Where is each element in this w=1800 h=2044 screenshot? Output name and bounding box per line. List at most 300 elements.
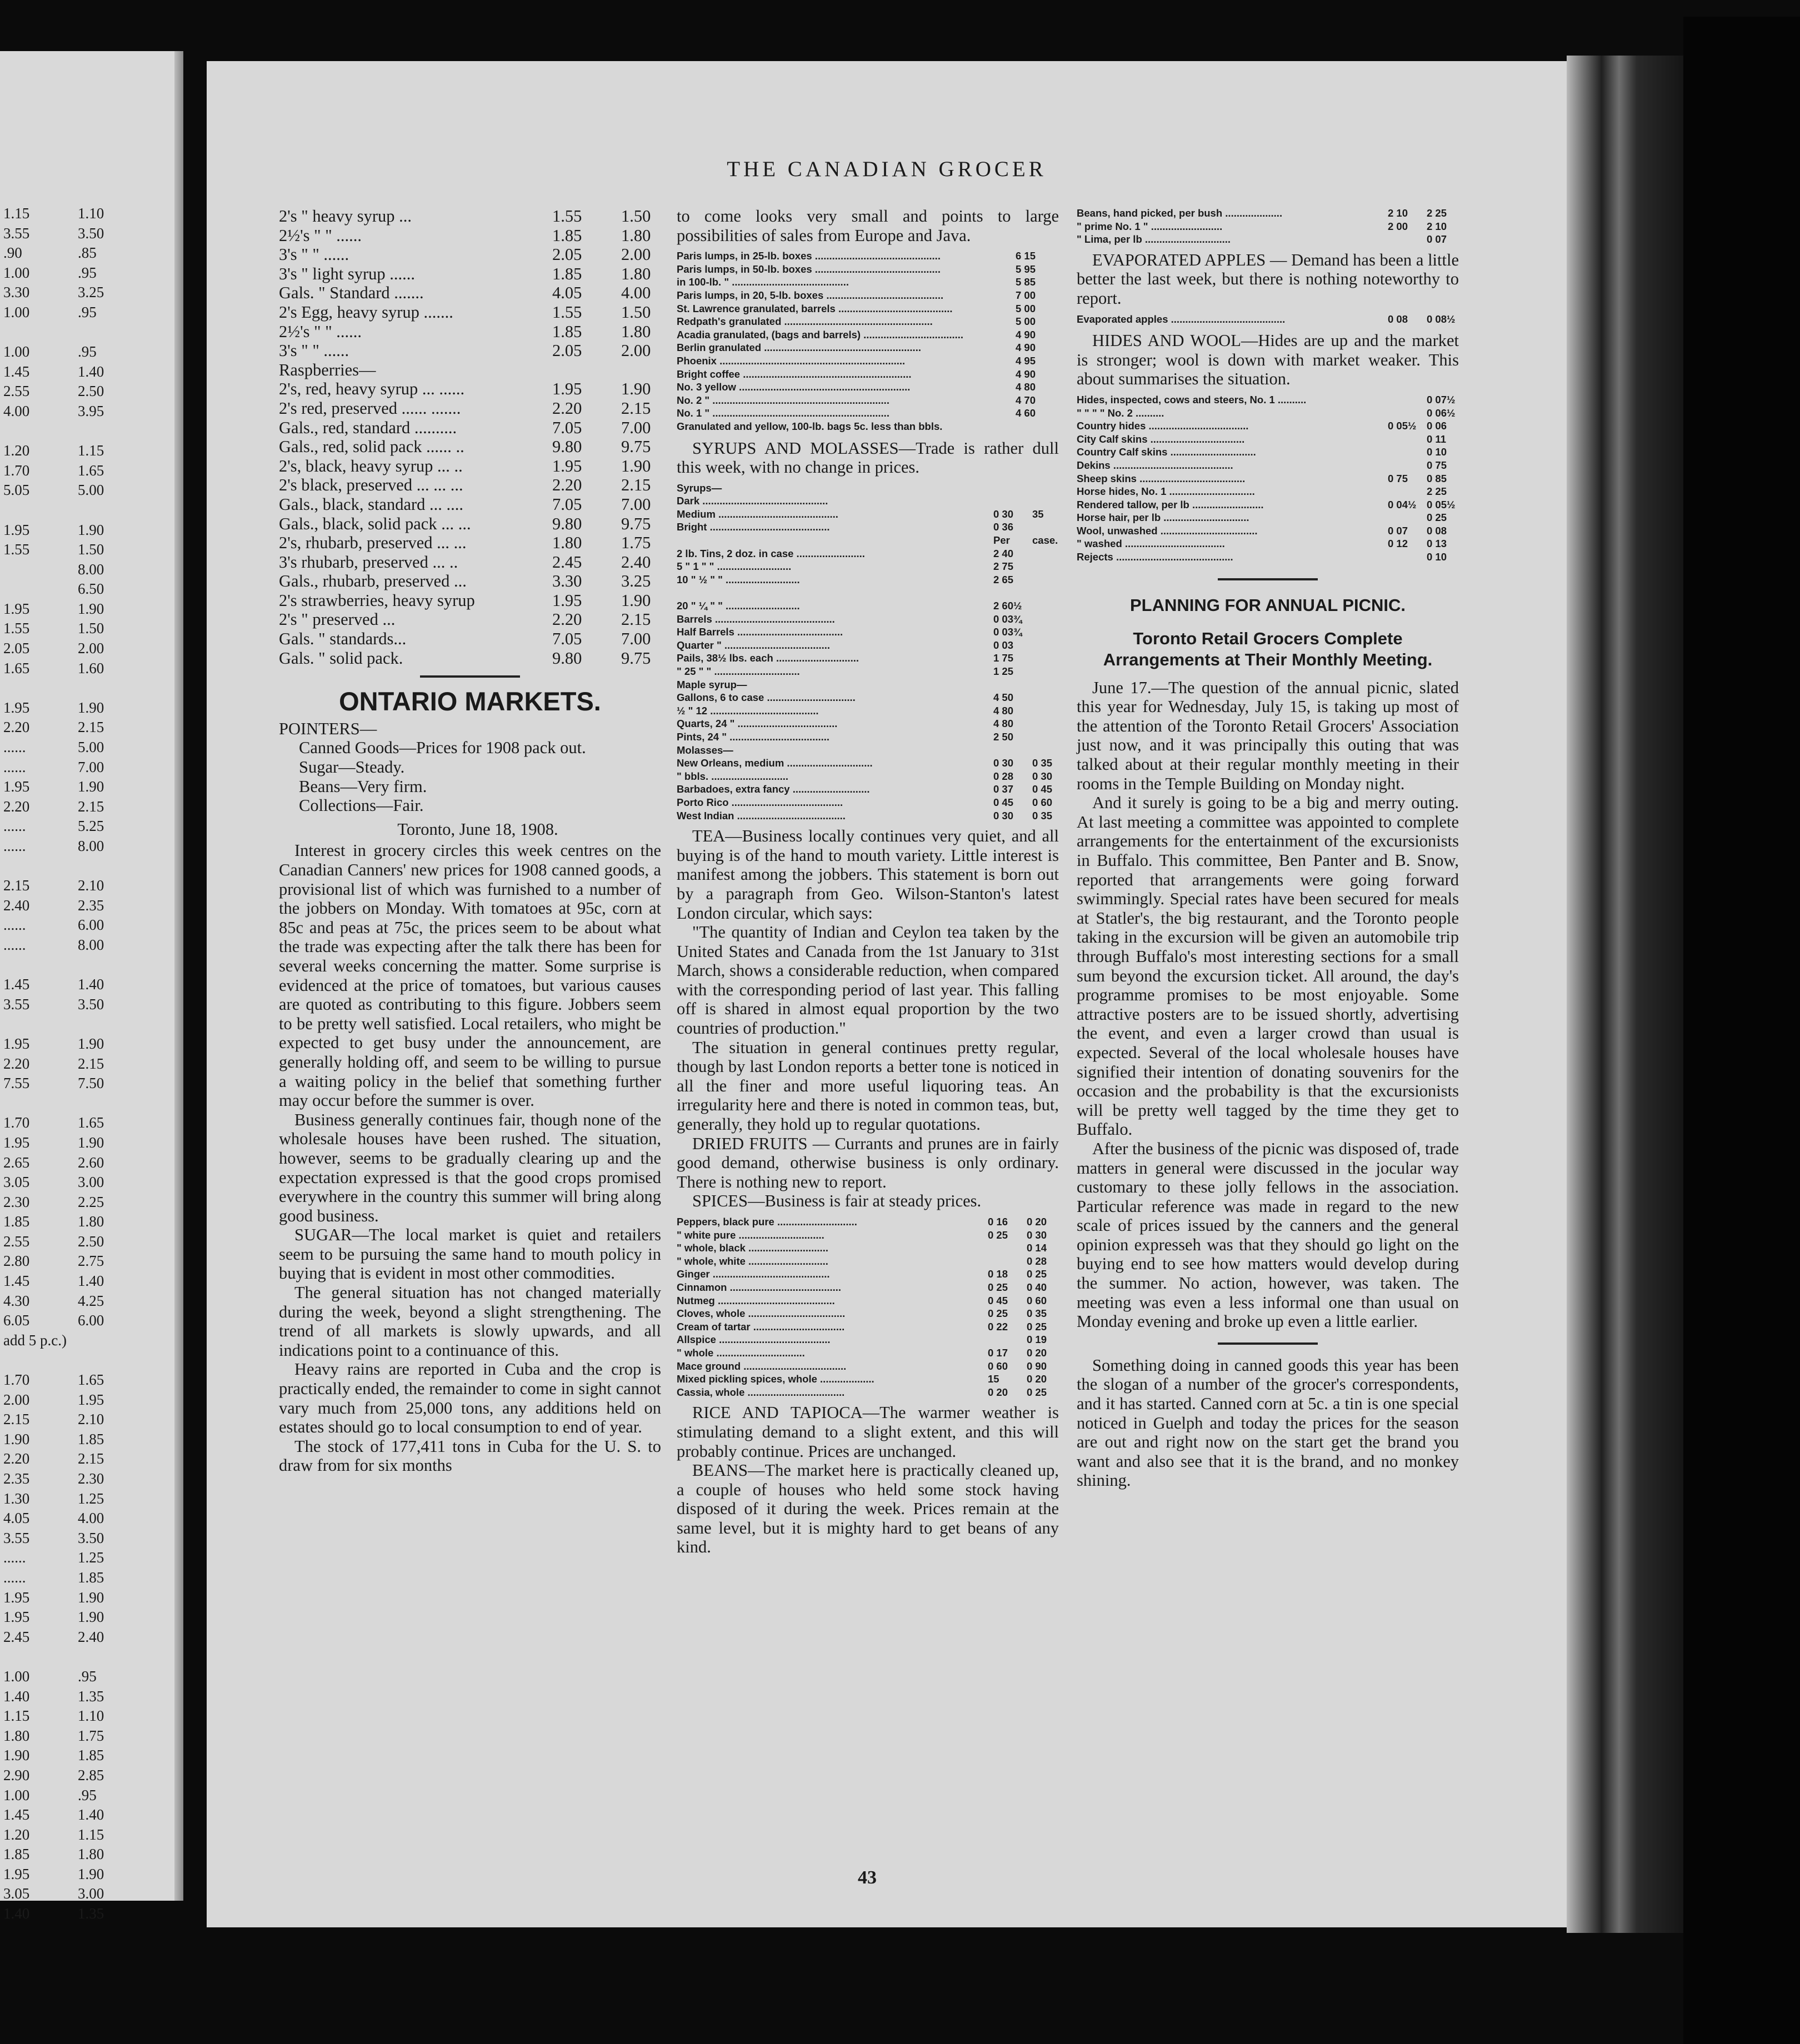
- price-value: 2.65: [3, 1154, 30, 1171]
- price-row: [0, 283, 172, 303]
- table-row: [677, 691, 1059, 704]
- table-value: 0 40: [1027, 1281, 1047, 1293]
- table-item: Ginger .........................................: [677, 1268, 830, 1280]
- price-value: 1.85: [552, 226, 582, 245]
- table-value: 4 70: [1016, 394, 1036, 406]
- price-value: 7.05: [552, 629, 582, 649]
- price-row: [0, 1410, 172, 1430]
- table-item: " white pure ..............................: [677, 1229, 824, 1241]
- price-row: [0, 1509, 172, 1529]
- paragraph: The stock of 177,411 tons in Cuba for the U. S. to draw from for six months: [279, 1436, 661, 1475]
- price-value: 7.00: [78, 758, 104, 775]
- price-row: [0, 1153, 172, 1173]
- table-row: [677, 796, 1059, 809]
- section-rule: [1218, 578, 1318, 580]
- price-value: 2.15: [3, 877, 30, 894]
- table-value: 0 04½: [1388, 498, 1417, 510]
- pointer-line: Collections—Fair.: [299, 796, 424, 815]
- price-value: 2.10: [78, 1411, 104, 1428]
- price-row: [0, 1588, 172, 1608]
- table-row: [1077, 459, 1459, 472]
- table-value: Per: [993, 534, 1010, 547]
- price-row: [0, 579, 172, 599]
- price-value: 1.25: [78, 1549, 104, 1566]
- price-value: 7.55: [3, 1075, 30, 1092]
- price-row: [0, 1706, 172, 1726]
- table-row: [677, 249, 1059, 263]
- price-value: 1.80: [621, 264, 651, 283]
- paragraph: "The quantity of Indian and Ceylon tea taken by the United States and Canada from the 1st January to 31st March, shows a considerable reduction, when compared with the corresponding period of last year. This falling off is shared in almost equal proportion by the two countries of production.": [677, 923, 1059, 1038]
- price-value: ......: [3, 818, 26, 835]
- price-row: [279, 572, 661, 591]
- table-value: 0 10: [1427, 551, 1447, 563]
- price-row: [0, 896, 172, 916]
- price-value: 1.85: [78, 1430, 104, 1447]
- table-value: 0 08: [1427, 524, 1447, 537]
- table-item: No. 1 " ..............................................................: [677, 407, 889, 419]
- price-value: 2.20: [3, 798, 30, 815]
- price-value: 1.40: [78, 1273, 104, 1290]
- table-item: Cinnamon .......................................: [677, 1281, 842, 1293]
- price-row: [279, 457, 661, 476]
- price-row: [0, 1489, 172, 1509]
- price-value: 2.40: [3, 896, 30, 914]
- table-value: case.: [1032, 534, 1058, 547]
- table-row: [1077, 472, 1459, 485]
- price-value: 1.15: [78, 442, 104, 459]
- price-value: 1.90: [621, 456, 651, 475]
- price-value: .95: [78, 1786, 97, 1803]
- table-value: 0 25: [1027, 1320, 1047, 1332]
- price-value: 9.80: [552, 437, 582, 457]
- table-value: 4 60: [1016, 407, 1036, 419]
- price-row: [279, 591, 661, 610]
- price-row: [0, 797, 172, 817]
- price-row: [0, 1786, 172, 1806]
- pointers-list: [279, 738, 661, 815]
- price-value: 1.90: [78, 699, 104, 716]
- table-item: 2 lb. Tins, 2 doz. in case ........................: [677, 547, 865, 559]
- price-row: [0, 1568, 172, 1588]
- article-subtitle: Toronto Retail Grocers Complete Arrangements at Their Monthly Meeting.: [1103, 628, 1433, 669]
- price-row: [279, 437, 661, 457]
- table-item: Hides, inspected, cows and steers, No. 1 ..........: [1077, 393, 1307, 405]
- price-row: [0, 698, 172, 718]
- price-value: 1.80: [552, 533, 582, 553]
- price-value: 2.55: [3, 1233, 30, 1250]
- price-value: 1.85: [3, 1846, 30, 1863]
- table-value: 0 17: [988, 1346, 1008, 1359]
- table-value: 0 25: [988, 1307, 1008, 1320]
- price-value: 9.75: [621, 437, 651, 457]
- price-value: 7.50: [78, 1075, 104, 1092]
- table-value: 4 90: [1016, 368, 1036, 380]
- price-value: 1.85: [78, 1747, 104, 1764]
- paragraph: DRIED FRUITS — Currants and prunes are in fairly good demand, otherwise business is only ordinary. There is nothing new to report.: [677, 1134, 1059, 1191]
- paragraph: BEANS—The market here is practically cleaned up, a couple of houses who held some stock having disposed of it during the week. Prices remain at the same level, but it is mighty hard to get beans of any kind.: [677, 1461, 1059, 1557]
- price-value: 3.50: [78, 1529, 104, 1546]
- price-row: [0, 816, 172, 836]
- table-row: [677, 652, 1059, 665]
- table-item: Allspice .......................................: [677, 1334, 831, 1346]
- price-value: 2.20: [552, 398, 582, 418]
- table-row: [677, 1281, 1059, 1294]
- column-3: [1077, 207, 1459, 1490]
- price-row: [0, 1173, 172, 1193]
- table-item: Quarter " .....................................: [677, 639, 831, 651]
- table-value: 0 07½: [1427, 393, 1456, 405]
- sugar-price-table: [677, 249, 1059, 433]
- price-value: 2.55: [3, 383, 30, 400]
- price-value: 3.25: [78, 284, 104, 301]
- table-value: 0 35: [1032, 809, 1053, 821]
- price-item: Gals., black, standard ... ....: [279, 494, 464, 514]
- price-value: 1.90: [78, 600, 104, 617]
- price-value: 1.65: [78, 1371, 104, 1389]
- table-item: Rejects .........................................: [1077, 551, 1233, 563]
- price-value: 5.00: [78, 739, 104, 756]
- price-value: 7.00: [621, 418, 651, 437]
- paragraph: TEA—Business locally continues very quiet, and all buying is of the hand to mouth variety. Little interest is manifest among the jobbers. This statement is born out by a paragraph from Geo. Wilson-Stanton's latest London circular, which says:: [677, 826, 1059, 923]
- price-value: 1.55: [552, 302, 582, 322]
- price-row: [279, 245, 661, 264]
- price-item: 2's black, preserved ... ... ...: [279, 475, 463, 495]
- price-value: 7.05: [552, 418, 582, 437]
- price-row: [0, 876, 172, 896]
- table-value: 0 11: [1427, 433, 1446, 445]
- price-value: 1.95: [3, 521, 30, 538]
- table-row: [677, 1346, 1059, 1360]
- price-row: [0, 639, 172, 659]
- price-row: [0, 995, 172, 1015]
- table-row: [677, 1372, 1059, 1386]
- price-row: [279, 322, 661, 342]
- price-value: 1.35: [78, 1687, 104, 1705]
- table-row: [677, 534, 1059, 547]
- table-item: Maple syrup—: [677, 678, 747, 690]
- price-value: 1.65: [78, 1114, 104, 1131]
- table-value: 0 30: [1032, 770, 1053, 782]
- price-value: 1.90: [621, 379, 651, 399]
- table-value: 0 25: [988, 1281, 1008, 1293]
- price-row: [0, 856, 172, 876]
- table-row: [677, 263, 1059, 276]
- article-title: PLANNING FOR ANNUAL PICNIC.: [1130, 595, 1406, 615]
- price-value: 1.45: [3, 1806, 30, 1823]
- price-value: 1.00: [3, 1786, 30, 1803]
- table-item: Half Barrels .....................................: [677, 626, 843, 638]
- table-value: 5 00: [1016, 315, 1036, 328]
- price-row: [0, 1647, 172, 1667]
- table-value: 0 45: [993, 796, 1014, 808]
- hides-paragraph: HIDES AND WOOL—Hides are up and the market is stronger; wool is down with market weaker. This about summarises the situation.: [1077, 331, 1459, 389]
- table-item: Mace ground ....................................: [677, 1360, 847, 1372]
- price-row: [0, 659, 172, 679]
- table-item: 5 " 1 " " ..........................: [677, 560, 792, 573]
- price-value: 2.15: [78, 1055, 104, 1072]
- table-value: 0 35: [1032, 757, 1053, 769]
- table-row: [677, 394, 1059, 407]
- price-value: 2.30: [3, 1193, 30, 1210]
- price-value: 3.55: [3, 224, 30, 242]
- price-value: 2.15: [621, 475, 651, 495]
- price-row: [0, 461, 172, 481]
- price-row: [0, 1766, 172, 1786]
- price-row: [0, 836, 172, 856]
- price-row: [0, 1014, 172, 1034]
- price-row: [0, 560, 172, 580]
- table-value: 2 25: [1427, 207, 1447, 219]
- table-value: 0 10: [1427, 446, 1447, 458]
- price-value: 2.45: [552, 552, 582, 572]
- table-value: 0 90: [1027, 1360, 1047, 1372]
- table-value: 0 30: [993, 809, 1014, 821]
- table-row: [677, 665, 1059, 678]
- table-value: 4 80: [1016, 381, 1036, 393]
- price-value: 7.00: [621, 629, 651, 649]
- table-row: [677, 573, 1059, 587]
- column-2: [677, 207, 1059, 1557]
- price-value: 4.05: [3, 1510, 30, 1527]
- table-value: 0 30: [993, 757, 1014, 769]
- table-value: 5 85: [1016, 276, 1036, 288]
- table-item: " washed ...................................: [1077, 538, 1225, 550]
- price-row: [0, 382, 172, 402]
- article-body: [677, 1403, 1059, 1557]
- pointer-line: Sugar—Steady.: [299, 758, 405, 777]
- table-item: Beans, hand picked, per bush ....................: [1077, 207, 1283, 219]
- table-item: Pints, 24 " ...................................: [677, 730, 830, 743]
- price-value: 1.80: [78, 1846, 104, 1863]
- price-item: 3's " " ......: [279, 245, 349, 264]
- section-title: ONTARIO MARKETS.: [339, 687, 601, 717]
- table-row: [677, 302, 1059, 315]
- table-row: [1077, 433, 1459, 446]
- table-item: Cloves, whole ..................................: [677, 1307, 846, 1320]
- table-value: 4 80: [993, 704, 1014, 717]
- table-item: 10 " ½ " " ..........................: [677, 573, 800, 585]
- table-row: [1077, 511, 1459, 524]
- table-item: ½ " 12 ......................................: [677, 704, 819, 717]
- table-value: 0 36: [993, 521, 1014, 533]
- price-row: [0, 915, 172, 935]
- price-value: add 5 p.c.): [3, 1331, 67, 1349]
- price-value: 9.75: [621, 648, 651, 668]
- table-value: 2 40: [993, 547, 1014, 559]
- table-item: " bbls. ...........................: [677, 770, 788, 782]
- price-row: [0, 1370, 172, 1390]
- price-row: [0, 1430, 172, 1450]
- table-value: 0 06: [1427, 420, 1447, 432]
- left-page-price-column: [0, 204, 172, 1924]
- table-value: 0 25: [988, 1229, 1008, 1241]
- section-rule: [1218, 1342, 1318, 1345]
- price-value: 2.00: [3, 1391, 30, 1408]
- table-value: 5 95: [1016, 263, 1036, 275]
- beans-price-table: [1077, 207, 1459, 246]
- price-value: 5.00: [78, 482, 104, 499]
- price-row: [0, 540, 172, 560]
- table-value: 0 14: [1027, 1242, 1047, 1254]
- table-row: [1077, 313, 1459, 326]
- paragraph: Business generally continues fair, though none of the wholesale houses have been rushed. The situation, however, seems to be gradually clearing up and the expectation expressed is that the good crops promised everywhere in the country this summer will bring along good business.: [279, 1110, 661, 1225]
- price-row: [0, 1291, 172, 1311]
- price-value: 2.15: [78, 1450, 104, 1467]
- price-value: 2.00: [621, 245, 651, 264]
- table-row: [677, 1320, 1059, 1334]
- paragraph: SPICES—Business is fair at steady prices.: [692, 1191, 982, 1211]
- price-value: 3.05: [3, 1885, 30, 1902]
- price-value: 1.80: [621, 226, 651, 245]
- price-row: [0, 1054, 172, 1074]
- price-value: 1.50: [621, 207, 651, 226]
- price-value: 1.90: [78, 1865, 104, 1882]
- price-item: Gals., red, solid pack ...... ..: [279, 437, 464, 457]
- price-value: 2.45: [3, 1628, 30, 1645]
- table-row: [677, 354, 1059, 368]
- table-row: [1077, 220, 1459, 233]
- table-value: 0 03¾: [993, 613, 1022, 625]
- price-value: 1.15: [3, 1707, 30, 1725]
- price-value: 4.30: [3, 1292, 30, 1309]
- table-row: [677, 315, 1059, 328]
- table-value: 0 12: [1388, 538, 1408, 550]
- table-item: St. Lawrence granulated, barrels ........................................: [677, 302, 953, 314]
- table-value: 4 90: [1016, 342, 1036, 354]
- price-value: 1.10: [78, 1707, 104, 1725]
- price-item: Gals. " solid pack.: [279, 648, 403, 668]
- price-value: 3.00: [78, 1174, 104, 1191]
- paragraph: SUGAR—The local market is quiet and retailers seem to be pursuing the same hand to mouth policy in buying that is evident in most other commodities.: [279, 1225, 661, 1283]
- price-row: [0, 500, 172, 520]
- page-number: 43: [858, 1867, 877, 1888]
- price-row: [0, 1094, 172, 1114]
- price-row: [0, 975, 172, 995]
- price-value: 1.10: [78, 205, 104, 222]
- price-value: 2.00: [621, 341, 651, 360]
- table-row: [677, 1241, 1059, 1255]
- price-value: 6.00: [78, 916, 104, 934]
- table-value: 35: [1032, 508, 1044, 520]
- spices-price-table: [677, 1215, 1059, 1399]
- price-value: 2.20: [3, 1055, 30, 1072]
- price-value: ......: [3, 1549, 26, 1566]
- price-value: 9.75: [621, 514, 651, 533]
- price-value: 3.55: [3, 995, 30, 1013]
- price-value: 1.65: [3, 659, 30, 677]
- table-item: Granulated and yellow, 100-lb. bags 5c. less than bbls.: [677, 420, 943, 432]
- price-value: 1.70: [3, 1371, 30, 1389]
- table-item: Gallons, 6 to case ...............................: [677, 692, 856, 704]
- price-value: 1.70: [3, 462, 30, 479]
- price-item: Gals., rhubarb, preserved ...: [279, 572, 467, 591]
- price-value: 6.00: [78, 1312, 104, 1329]
- price-item: Gals., black, solid pack ... ...: [279, 514, 471, 533]
- price-value: 3.00: [78, 1885, 104, 1902]
- price-value: 4.00: [3, 402, 30, 419]
- price-row: [0, 777, 172, 797]
- table-value: 0 13: [1427, 538, 1447, 550]
- running-header: THE CANADIAN GROCER: [727, 157, 1047, 181]
- table-value: 6 15: [1016, 250, 1036, 262]
- price-row: [0, 1607, 172, 1627]
- price-value: 1.90: [621, 590, 651, 610]
- price-value: 1.40: [3, 1687, 30, 1705]
- price-value: 1.55: [3, 541, 30, 558]
- price-value: 8.00: [78, 936, 104, 953]
- price-item: 2's strawberries, heavy syrup: [279, 590, 475, 610]
- price-row: [0, 1193, 172, 1213]
- table-item: " whole, white ............................: [677, 1255, 828, 1267]
- table-row: [1077, 485, 1459, 498]
- price-row: [0, 1845, 172, 1865]
- price-item: Raspberries—: [279, 360, 376, 379]
- table-row: [677, 1268, 1059, 1281]
- price-item: Gals. " Standard .......: [279, 283, 424, 303]
- table-value: 0 22: [988, 1320, 1008, 1332]
- price-row: [0, 1232, 172, 1252]
- price-value: 1.95: [78, 1391, 104, 1408]
- pointer-line: Canned Goods—Prices for 1908 pack out.: [299, 738, 586, 758]
- table-item: Bright ..........................................: [677, 521, 830, 533]
- price-value: 1.90: [78, 1609, 104, 1626]
- price-value: 1.35: [78, 1905, 104, 1922]
- table-value: 0 25: [1027, 1386, 1047, 1398]
- price-value: 1.90: [78, 1589, 104, 1606]
- price-value: 2.85: [78, 1766, 104, 1784]
- table-value: 0 25: [1427, 512, 1447, 524]
- price-value: 1.90: [78, 521, 104, 538]
- table-item: Mixed pickling spices, whole ...................: [677, 1373, 874, 1385]
- table-row: [677, 625, 1059, 639]
- price-value: 1.30: [3, 1490, 30, 1507]
- price-value: 2.35: [78, 896, 104, 914]
- table-item: Wool, unwashed ..................................: [1077, 524, 1258, 537]
- price-row: [0, 1074, 172, 1094]
- table-row: [1077, 207, 1459, 220]
- price-value: 1.00: [3, 343, 30, 360]
- price-value: 1.00: [3, 264, 30, 281]
- price-value: ......: [3, 916, 26, 934]
- table-value: 0 03¾: [993, 626, 1022, 638]
- table-row: [677, 1333, 1059, 1346]
- price-row: [0, 480, 172, 500]
- pointers-label: POINTERS—: [279, 719, 377, 738]
- price-row: [279, 629, 661, 649]
- table-row: [1077, 498, 1459, 512]
- paragraph: The general situation has not changed materially during the week, beyond a slight strengthening. The trend of all markets is slowly upwards, and all indications point to a continuance of this.: [279, 1283, 661, 1360]
- price-row: [279, 475, 661, 495]
- price-value: 2.25: [78, 1193, 104, 1210]
- price-row: [0, 678, 172, 698]
- price-value: 1.95: [3, 600, 30, 617]
- price-value: 1.60: [78, 659, 104, 677]
- price-value: 1.65: [78, 462, 104, 479]
- price-value: 1.00: [3, 303, 30, 320]
- paragraph: to come looks very small and points to large possibilities of sales from Europe and Java.: [677, 207, 1059, 245]
- paragraph: Heavy rains are reported in Cuba and the crop is practically ended, the remainder to come in sight cannot vary much from 25,000 tons, any additions held on estates should go to local consumption to end of year.: [279, 1360, 661, 1437]
- table-row: [677, 639, 1059, 652]
- pointer-line: Beans—Very firm.: [299, 776, 427, 796]
- price-value: 3.55: [3, 1529, 30, 1546]
- table-item: Nutmeg .........................................: [677, 1294, 835, 1306]
- price-value: 1.85: [552, 322, 582, 341]
- table-row: [677, 368, 1059, 381]
- price-value: .95: [78, 303, 97, 320]
- table-value: 0 28: [1027, 1255, 1047, 1267]
- price-value: 1.45: [3, 1273, 30, 1290]
- table-value: 0 08½: [1427, 313, 1456, 325]
